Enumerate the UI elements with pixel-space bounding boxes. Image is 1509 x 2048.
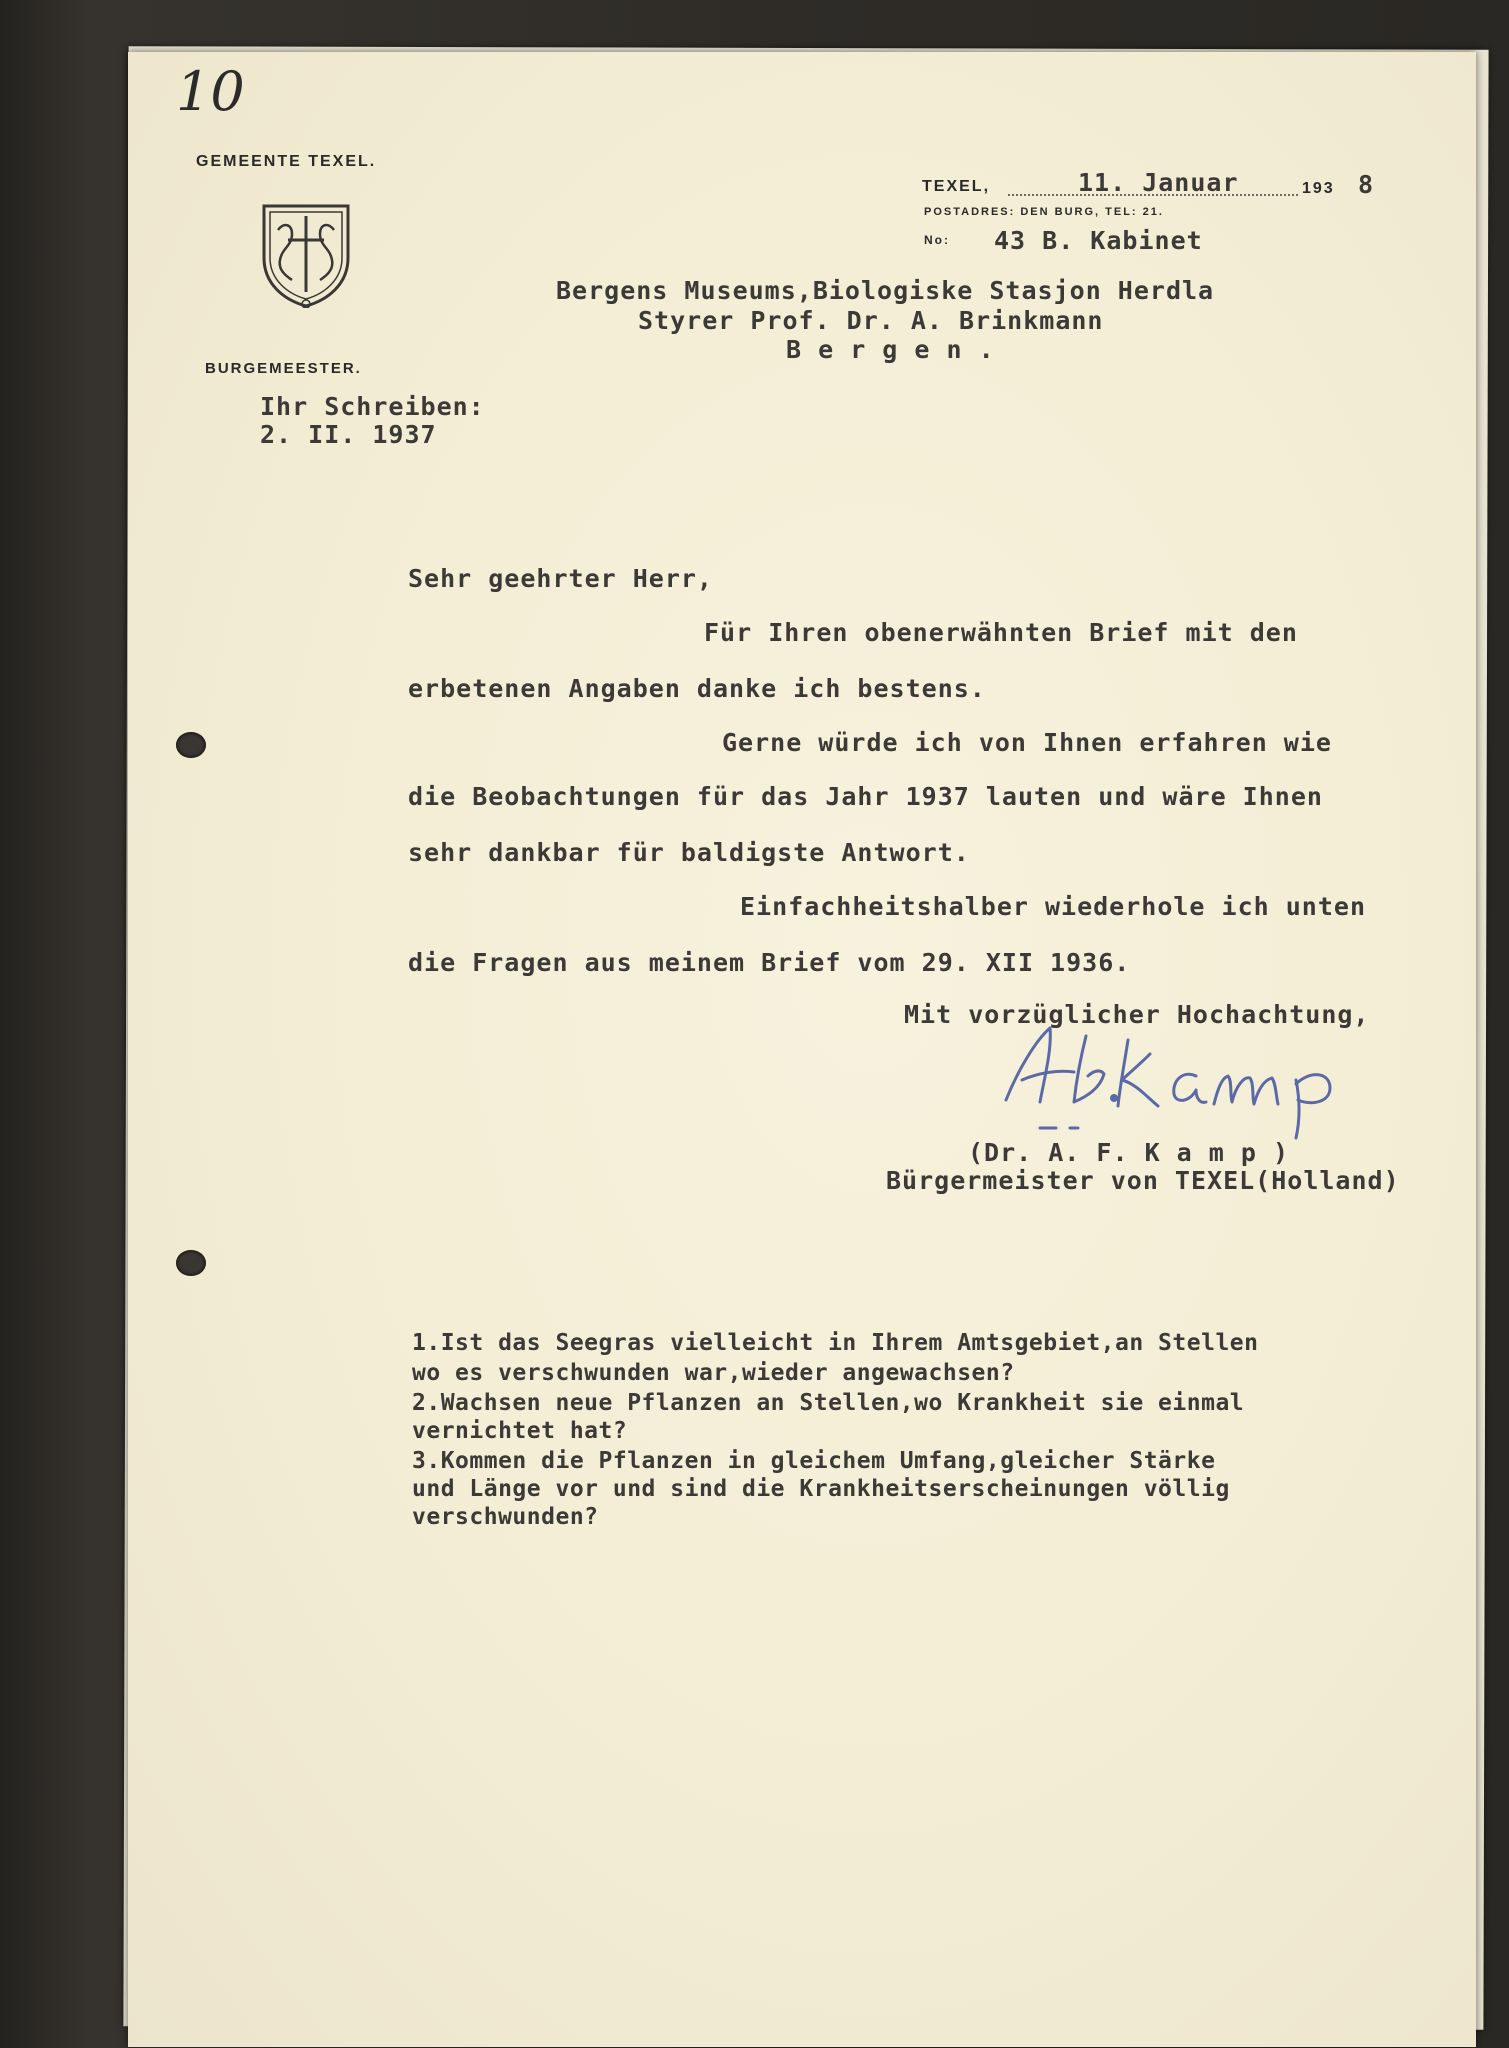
letter-date: 11. Januar [1078,168,1239,197]
punch-hole-top [176,732,206,758]
recipient-line-3: B e r g e n . [786,335,995,364]
typed-name: (Dr. A. F. K a m p ) [968,1138,1290,1167]
question-2-line-1: 2.Wachsen neue Pflanzen an Stellen,wo Krankheit sie einmal [412,1390,1245,1416]
question-3-line-2: und Länge vor und sind die Krankheitserscheinungen völlig [412,1476,1230,1502]
number-label: No: [924,233,950,247]
reference-number: 43 B. Kabinet [994,226,1203,255]
archive-number: 10 [176,60,245,123]
paragraph-3-line-2: die Fragen aus meinem Brief vom 29. XII 1936. [408,948,1131,977]
paragraph-2-line-3: sehr dankbar für baldigste Antwort. [408,838,970,867]
question-1-line-2: wo es verschwunden war,wieder angewachsen? [412,1360,1015,1386]
salutation: Sehr geehrter Herr, [408,564,713,593]
postal-address: POSTADRES: DEN BURG, TEL: 21. [924,206,1164,218]
paragraph-2-line-1: Gerne würde ich von Ihnen erfahren wie [722,728,1332,757]
signatory-title: Bürgermeister von TEXEL(Holland) [886,1166,1400,1195]
office-heading: BURGEMEESTER. [205,360,362,377]
paragraph-1-line-1: Für Ihren obenerwähnten Brief mit den [704,618,1298,647]
coat-of-arms-icon [258,200,354,308]
paragraph-1-line-2: erbetenen Angaben danke ich bestens. [408,674,986,703]
municipality-heading: GEMEENTE TEXEL. [196,153,377,170]
closing-phrase: Mit vorzüglicher Hochachtung, [904,1000,1370,1029]
recipient-line-2: Styrer Prof. Dr. A. Brinkmann [638,306,1104,335]
place-label: TEXEL, [922,178,991,195]
question-3-line-3: verschwunden? [412,1504,599,1530]
punch-hole-bottom [176,1250,206,1276]
handwritten-signature [1000,1010,1390,1140]
year-digit: 8 [1358,170,1375,199]
year-prefix: 193 [1302,180,1335,197]
recipient-line-1: Bergens Museums,Biologiske Stasjon Herdla [556,276,1215,305]
question-3-line-1: 3.Kommen die Pflanzen in gleichem Umfang,gleicher Stärke [412,1448,1216,1474]
paragraph-2-line-2: die Beobachtungen für das Jahr 1937 lauten und wäre Ihnen [408,782,1323,811]
question-2-line-2: vernichtet hat? [412,1418,628,1444]
reference-label: Ihr Schreiben: [260,392,485,421]
reference-date: 2. II. 1937 [260,420,437,449]
question-1-line-1: 1.Ist das Seegras vielleicht in Ihrem Amtsgebiet,an Stellen [412,1330,1259,1356]
paragraph-3-line-1: Einfachheitshalber wiederhole ich unten [740,892,1366,921]
